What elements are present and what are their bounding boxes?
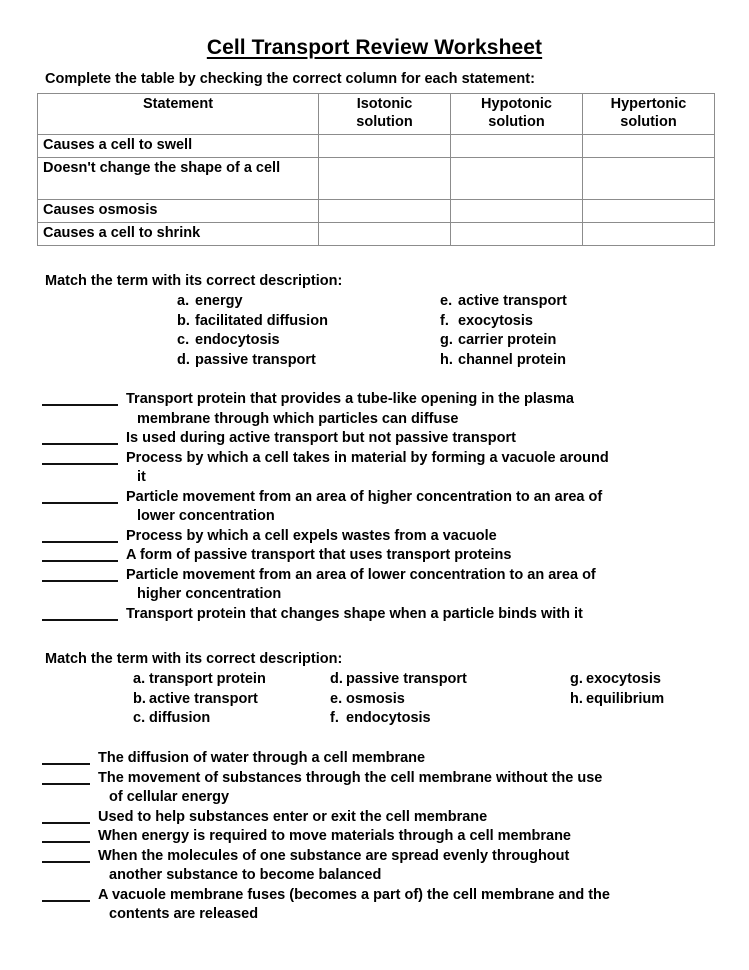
term-key: g. [570, 671, 583, 687]
answer-item [0, 390, 749, 429]
answer-item [0, 769, 749, 808]
term-key: e. [330, 690, 343, 707]
table-header-hypotonic [451, 94, 583, 135]
answer-text [98, 847, 749, 886]
table-cell-statement: Causes a cell to swell [38, 135, 319, 158]
answer-item [0, 847, 749, 886]
answer-item [0, 449, 749, 488]
answer-text [98, 769, 749, 808]
term-label: osmosis [346, 690, 405, 707]
answer-text [126, 527, 749, 547]
answer-text [98, 827, 749, 847]
term-label: endocytosis [195, 332, 280, 348]
table-header-hypertonic [583, 94, 715, 135]
term-key: c. [177, 332, 190, 348]
term-key: e. [440, 293, 453, 309]
answer-item [0, 488, 749, 527]
term-label: channel protein [458, 351, 566, 368]
table-cell-hypertonic-checkbox[interactable] [583, 200, 715, 223]
page-title-text: Cell Transport Review Worksheet [206, 36, 543, 59]
table-cell-hypertonic-checkbox[interactable] [583, 223, 715, 246]
term-column-1 [133, 670, 266, 729]
table-cell-isotonic-checkbox[interactable] [319, 223, 451, 246]
answer-item [0, 429, 749, 449]
term-item [570, 670, 664, 690]
term-label: diffusion [149, 710, 211, 726]
answer-blank-line[interactable] [42, 541, 118, 543]
table-cell-isotonic-checkbox[interactable] [319, 158, 451, 200]
term-label: passive transport [195, 351, 316, 368]
answer-text-line1: Used to help substances enter or exit the cell membrane [98, 808, 488, 825]
term-item [133, 709, 266, 729]
table-row [38, 158, 715, 200]
term-column-1 [177, 292, 328, 370]
answer-text [126, 488, 749, 527]
term-item [177, 351, 328, 371]
answer-text-line1: Transport protein that changes shape when a particle binds with it [126, 605, 583, 622]
term-label: transport protein [149, 671, 266, 687]
table-header-statement [38, 94, 319, 135]
table-cell-hypertonic-checkbox[interactable] [583, 158, 715, 200]
answer-item [0, 827, 749, 847]
answer-blank-line[interactable] [42, 783, 90, 785]
term-item [440, 292, 567, 312]
answer-text [126, 390, 749, 429]
term-key: d. [177, 351, 190, 368]
term-column-3 [570, 670, 664, 709]
term-label: facilitated diffusion [195, 312, 328, 329]
answer-item [0, 605, 749, 625]
term-label: exocytosis [458, 312, 533, 329]
solution-table [37, 93, 715, 246]
term-label: carrier protein [458, 332, 557, 348]
page-title [0, 0, 749, 60]
table-header-isotonic-line1: Isotonic [356, 96, 413, 112]
term-label: active transport [149, 690, 258, 707]
match-section-1-answer-list [0, 390, 749, 624]
answer-blank-line[interactable] [42, 443, 118, 445]
answer-text [98, 886, 749, 925]
answer-blank-line[interactable] [42, 619, 118, 621]
term-key: h. [570, 690, 583, 707]
answer-text [126, 546, 749, 566]
answer-item [0, 566, 749, 605]
answer-text-line2: higher concentration [137, 586, 282, 602]
term-column-2 [330, 670, 467, 729]
term-item [330, 670, 467, 690]
term-item [570, 690, 664, 710]
term-item [440, 331, 567, 351]
term-item [440, 312, 567, 332]
answer-text-line2: of cellular energy [109, 789, 230, 805]
table-header-hypertonic-line1: Hypertonic [610, 96, 687, 112]
table-cell-hypotonic-checkbox[interactable] [451, 158, 583, 200]
term-item [177, 292, 328, 312]
table-cell-hypotonic-checkbox[interactable] [451, 135, 583, 158]
term-key: b. [177, 312, 190, 329]
table-cell-statement: Causes osmosis [38, 200, 319, 223]
table-header-hypertonic-line2: solution [620, 114, 677, 130]
term-item [440, 351, 567, 371]
answer-text-line2: membrane through which particles can diffuse [137, 410, 459, 427]
answer-text-line2: another substance to become balanced [109, 867, 382, 883]
answer-blank-line[interactable] [42, 841, 90, 843]
answer-text-line1: A form of passive transport that uses transport proteins [126, 547, 512, 563]
term-key: b. [133, 690, 146, 707]
answer-blank-line[interactable] [42, 502, 118, 504]
term-key: h. [440, 351, 453, 368]
table-cell-isotonic-checkbox[interactable] [319, 200, 451, 223]
term-label: exocytosis [586, 671, 661, 687]
table-cell-hypotonic-checkbox[interactable] [451, 200, 583, 223]
table-header-isotonic [319, 94, 451, 135]
table-header-hypotonic-line2: solution [488, 114, 545, 130]
answer-text-line1: When the molecules of one substance are spread evenly throughout [98, 847, 570, 864]
answer-text-line1: Transport protein that provides a tube-like opening in the plasma [126, 391, 574, 407]
answer-text [126, 429, 749, 449]
table-cell-statement: Doesn't change the shape of a cell [38, 158, 319, 200]
answer-blank-line[interactable] [42, 560, 118, 562]
term-key: a. [133, 671, 146, 687]
term-key: a. [177, 293, 190, 309]
answer-text-line1: The movement of substances through the cell membrane without the use [98, 769, 603, 786]
answer-item [0, 527, 749, 547]
term-key: f. [440, 312, 449, 329]
term-item [177, 312, 328, 332]
term-item [133, 670, 266, 690]
solution-table-wrapper [37, 93, 712, 246]
term-key: f. [330, 710, 339, 726]
term-column-2 [440, 292, 567, 370]
answer-blank-line[interactable] [42, 763, 90, 765]
answer-blank-line[interactable] [42, 463, 118, 465]
table-row [38, 223, 715, 246]
table-cell-isotonic-checkbox[interactable] [319, 135, 451, 158]
term-key: d. [330, 671, 343, 687]
match-section-2-answer-list [0, 749, 749, 925]
table-section-prompt: Complete the table by checking the correct column for each statement: [45, 71, 535, 87]
term-item [133, 690, 266, 710]
term-label: energy [195, 293, 243, 309]
answer-text-line1: Process by which a cell takes in material by forming a vacuole around [126, 449, 609, 466]
answer-item [0, 546, 749, 566]
answer-item [0, 886, 749, 925]
answer-text-line1: A vacuole membrane fuses (becomes a part of) the cell membrane and the [98, 886, 610, 903]
table-cell-hypertonic-checkbox[interactable] [583, 135, 715, 158]
table-row [38, 200, 715, 223]
answer-item [0, 808, 749, 828]
answer-text-line1: Particle movement from an area of higher concentration to an area of [126, 488, 603, 505]
answer-text [98, 749, 749, 769]
answer-blank-line[interactable] [42, 580, 118, 582]
answer-blank-line[interactable] [42, 861, 90, 863]
match-section-2-prompt: Match the term with its correct description: [45, 651, 343, 667]
term-label: passive transport [346, 671, 467, 687]
table-cell-statement: Causes a cell to shrink [38, 223, 319, 246]
answer-text [98, 808, 749, 828]
answer-text-line1: Particle movement from an area of lower concentration to an area of [126, 566, 596, 583]
table-header-isotonic-line2: solution [356, 114, 413, 130]
answer-text-line2: lower concentration [137, 508, 275, 524]
answer-text-line1: Process by which a cell expels wastes from a vacuole [126, 527, 497, 544]
answer-text-line2: it [137, 469, 146, 485]
answer-text [126, 566, 749, 605]
term-label: equilibrium [586, 690, 665, 707]
table-header-hypotonic-line1: Hypotonic [481, 96, 552, 112]
match-section-1-term-list [0, 292, 749, 372]
answer-blank-line[interactable] [42, 404, 118, 406]
term-item [177, 331, 328, 351]
match-section-1-prompt: Match the term with its correct description: [45, 273, 343, 289]
table-header-row [38, 94, 715, 135]
answer-blank-line[interactable] [42, 900, 90, 902]
answer-text-line1: Is used during active transport but not passive transport [126, 430, 516, 446]
table-header-statement-line1: Statement [142, 96, 214, 112]
term-item [330, 690, 467, 710]
answer-blank-line[interactable] [42, 822, 90, 824]
answer-item [0, 749, 749, 769]
answer-text [126, 449, 749, 488]
answer-text-line2: contents are released [109, 906, 259, 922]
answer-text [126, 605, 749, 625]
table-row [38, 135, 715, 158]
answer-text-line1: When energy is required to move materials through a cell membrane [98, 828, 571, 844]
answer-text-line1: The diffusion of water through a cell membrane [98, 750, 426, 766]
term-key: g. [440, 332, 453, 348]
term-label: endocytosis [346, 710, 431, 726]
term-item [330, 709, 467, 729]
term-label: active transport [458, 293, 567, 309]
match-section-2-term-list [0, 670, 749, 731]
term-key: c. [133, 710, 146, 726]
table-cell-hypotonic-checkbox[interactable] [451, 223, 583, 246]
